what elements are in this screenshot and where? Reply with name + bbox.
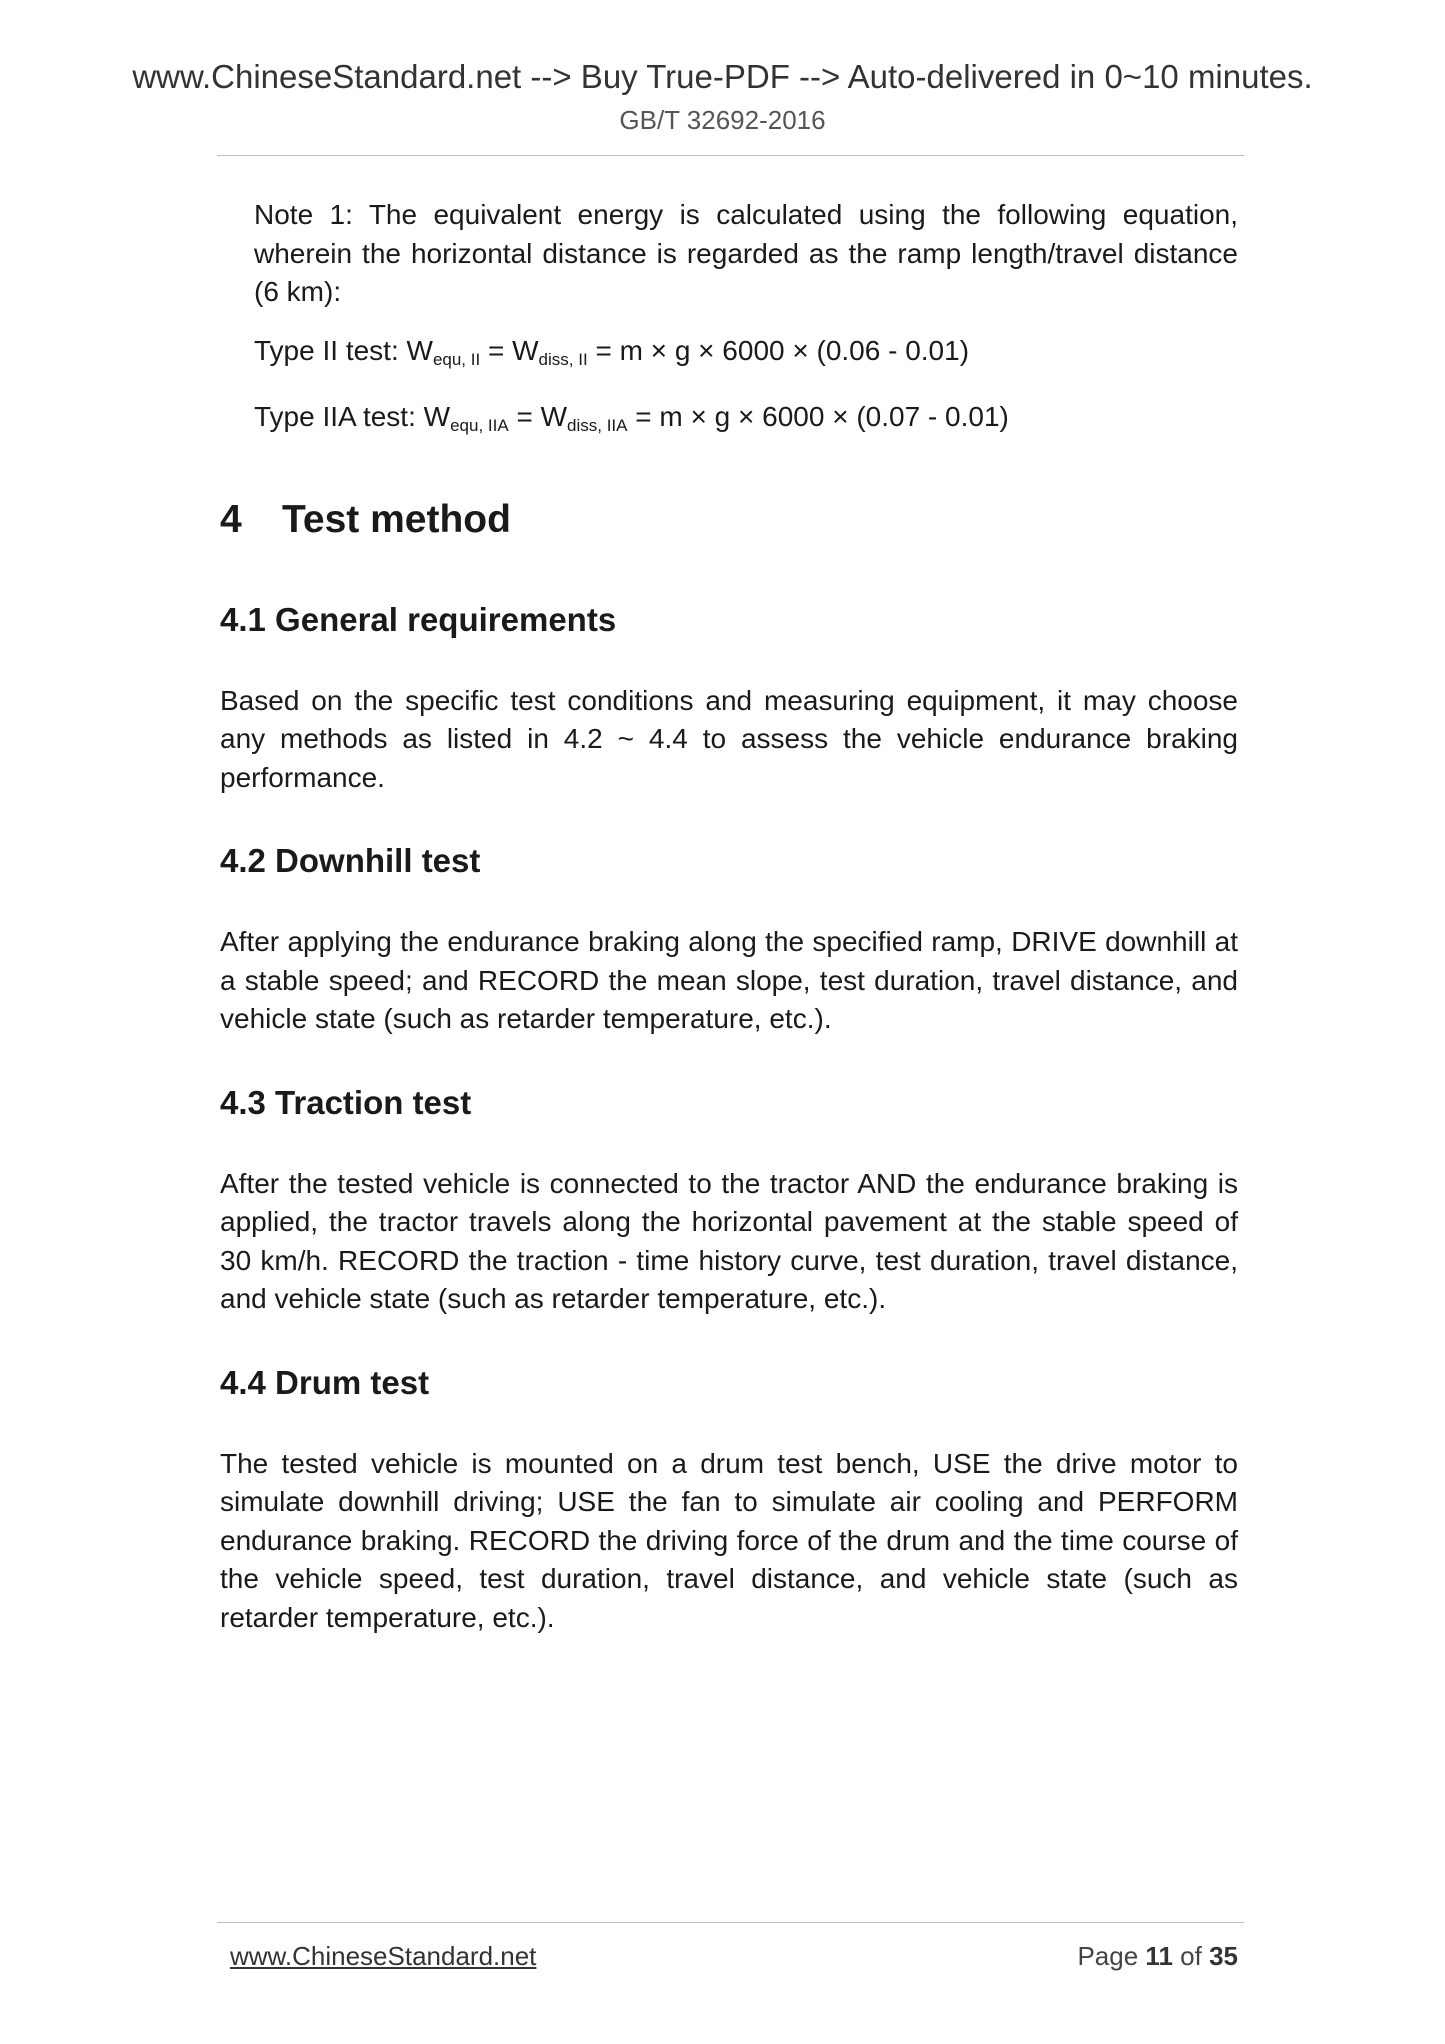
page-indicator: Page 11 of 35 xyxy=(1077,1941,1238,1971)
header-divider xyxy=(217,155,1244,156)
subsection-4-4-text: The tested vehicle is mounted on a drum test bench, USE the drive motor to simulate downhill driving; USE the fan to simulate air cooling and PERFORM endurance braking. RECORD the driving force of the drum and the time course of the vehicle speed, test duration, travel distance, and vehicle state (such as retarder temperature, etc.). xyxy=(220,1447,1238,1633)
subsection-4-1-heading: 4.1 General requirements xyxy=(220,600,617,638)
section-title: Test method xyxy=(282,497,511,541)
standard-code: GB/T 32692-2016 xyxy=(619,105,826,135)
header-banner-text: www.ChineseStandard.net --> Buy True-PDF --> Auto-delivered in 0~10 minutes. xyxy=(132,58,1313,95)
equation-type-ii: Type II test: $W_{equ, II} = W_{diss, II} = m \times g \times 6000 \times (0.06 - 0.01)$ xyxy=(254,334,970,369)
subsection-4-1-text: Based on the specific test conditions and measuring equipment, it may choose any methods as listed in 4.2 ~ 4.4 to assess the vehicle endurance braking performance. xyxy=(220,684,1238,793)
section-number: 4 xyxy=(220,497,242,541)
current-page-number: 11 xyxy=(1145,1941,1173,1971)
footer-website-link[interactable]: www.ChineseStandard.net xyxy=(230,1941,537,1971)
page-body xyxy=(220,196,1238,1637)
subsection-4-3-heading: 4.3 Traction test xyxy=(220,1083,472,1121)
subsection-4-3-text: After the tested vehicle is connected to the tractor AND the endurance braking is applied, the tractor travels along the horizontal pavement at the stable speed of 30 km/h. RECORD the traction - time history curve, test duration, travel distance, and vehicle state (such as retarder temperature, etc.). xyxy=(220,1167,1238,1314)
subsection-4-2-text: After applying the endurance braking along the specified ramp, DRIVE downhill at a stable speed; and RECORD the mean slope, test duration, travel distance, and vehicle state (such as retarder temperature, etc.). xyxy=(220,926,1238,1034)
total-pages: 35 xyxy=(1209,1941,1238,1971)
equation-type-iia: Type IIA test: $W_{equ, IIA} = W_{diss, IIA} = m \times g \times 6000 \times (0.07 - 0.01)$ xyxy=(254,400,1009,435)
footer-divider xyxy=(217,1922,1244,1923)
note-paragraph: Note 1: The equivalent energy is calculated using the following equation, wherein the horizontal distance is regarded as the ramp length/travel distance (6 km): xyxy=(254,199,1238,307)
subsection-4-2-heading: 4.2 Downhill test xyxy=(220,842,481,879)
subsection-4-4-heading: 4.4 Drum test xyxy=(220,1363,430,1401)
section-4-heading xyxy=(220,496,1238,544)
